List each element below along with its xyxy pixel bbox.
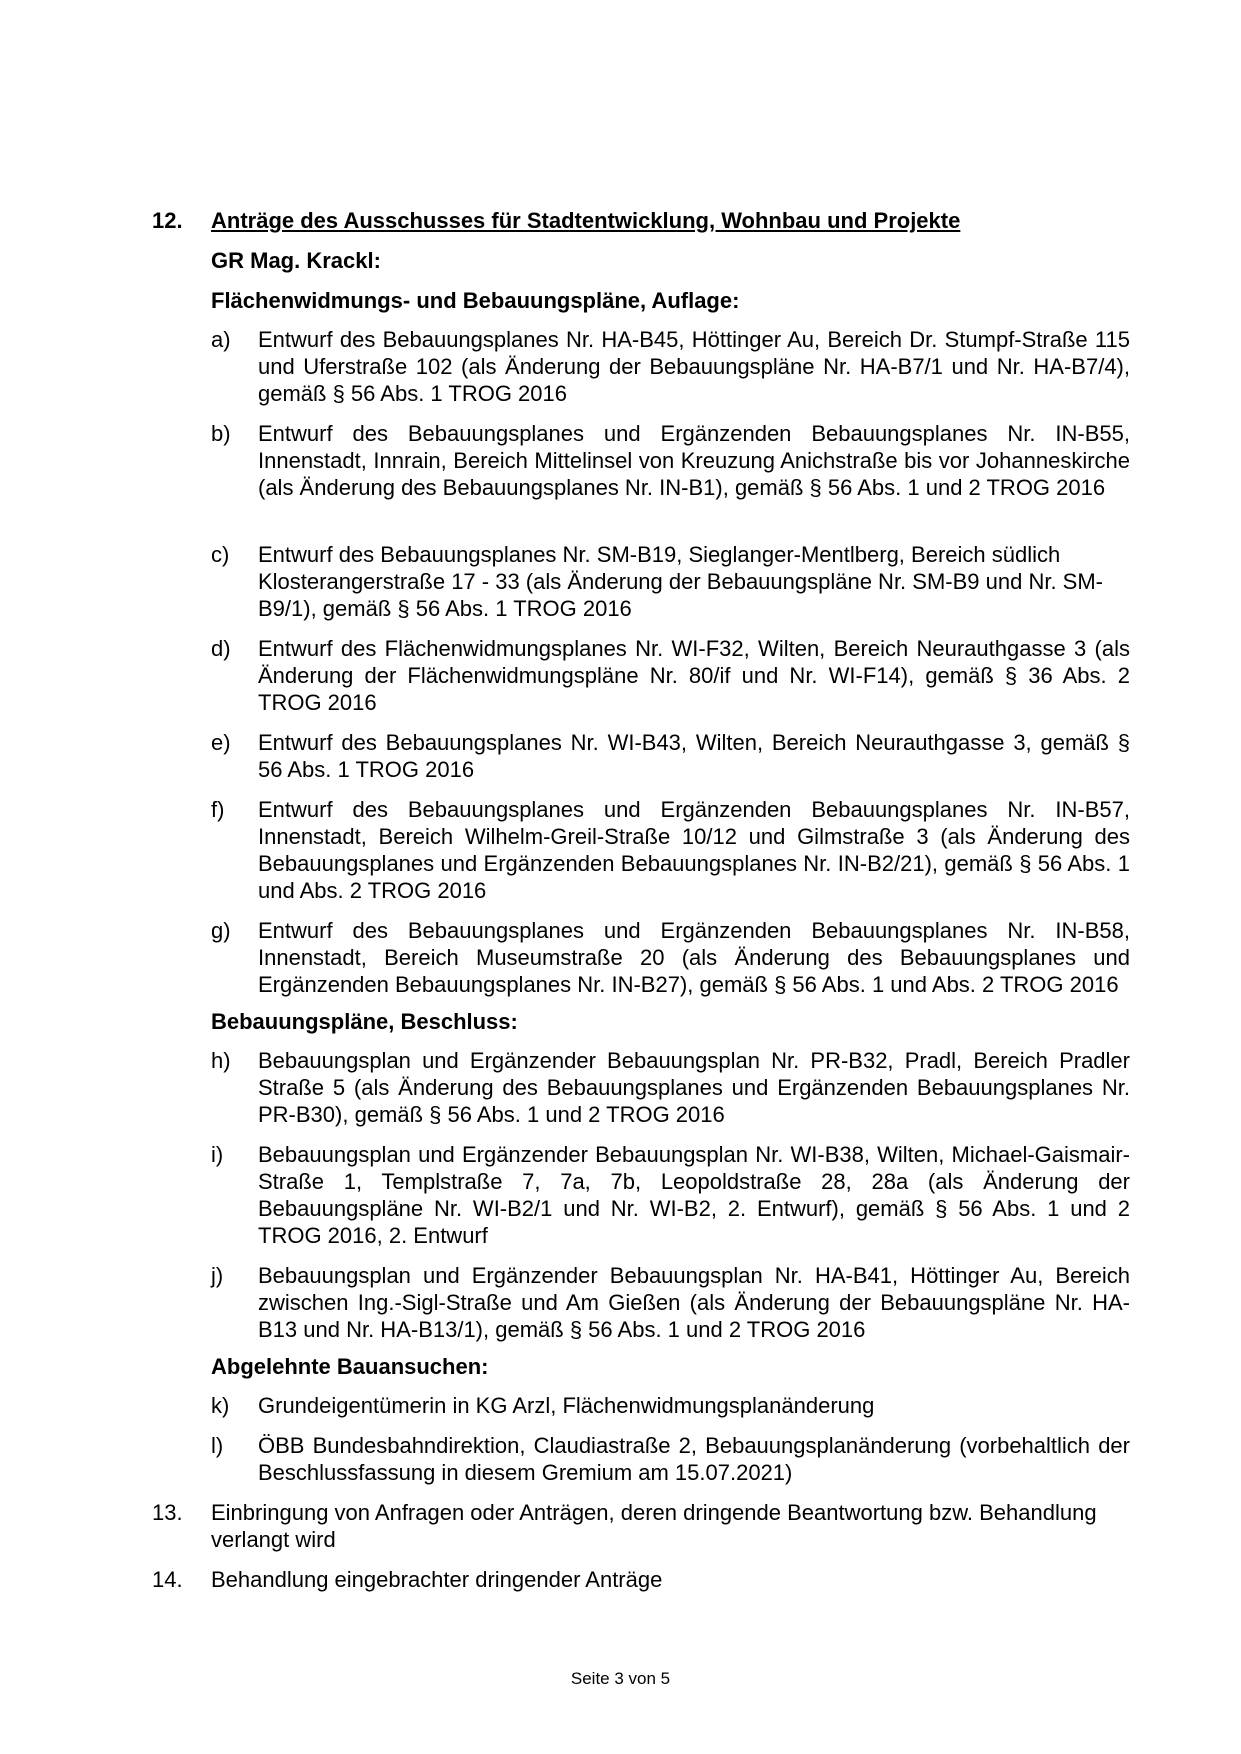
item-label: j) xyxy=(211,1263,224,1288)
item-text: Entwurf des Bebauungsplanes Nr. HA-B45, Höttinger Au, Bereich Dr. Stumpf-Straße 115 und Uferstraße 102 (als Änderung der Bebauungspläne Nr. HA-B7/1 und Nr. HA-B7/4), gemäß § 56 Abs. 1 TROG 2016 xyxy=(258,327,1130,406)
group3-heading: Abgelehnte Bauansuchen: xyxy=(211,1354,489,1379)
item-text: Entwurf des Flächenwidmungsplanes Nr. WI-F32, Wilten, Bereich Neurauthgasse 3 (als Änderung der Flächenwidmungspläne Nr. 80/if und Nr. WI-F14), gemäß § 36 Abs. 2 TROG 2016 xyxy=(258,636,1130,715)
item-text: Bebauungsplan und Ergänzender Bebauungsplan Nr. HA-B41, Höttinger Au, Bereich zwischen Ing.-Sigl-Straße und Am Gießen (als Änderung der Bebauungspläne Nr. HA-B13 und Nr. HA-B13/1), gemäß § 56 Abs. 1 und 2 TROG 2016 xyxy=(258,1263,1130,1342)
section-14-number: 14. xyxy=(152,1567,183,1592)
item-text: Entwurf des Bebauungsplanes und Ergänzenden Bebauungsplanes Nr. IN-B55, Innenstadt, Innrain, Bereich Mittelinsel von Kreuzung Anichstraße bis vor Johanneskirche (als Änderung des Bebauungsplanes Nr. IN-B1), gemäß § 56 Abs. 1 und 2 TROG 2016 xyxy=(258,421,1130,500)
group1-heading: Flächenwidmungs- und Bebauungspläne, Auflage: xyxy=(211,288,740,313)
item-label: h) xyxy=(211,1048,231,1073)
item-label: k) xyxy=(211,1393,230,1418)
item-text: Bebauungsplan und Ergänzender Bebauungsplan Nr. WI-B38, Wilten, Michael-Gaismair-Straße 1, Templstraße 7, 7a, 7b, Leopoldstraße 28, 28a (als Änderung der Bebauungspläne Nr. WI-B2/1 und Nr. WI-B2, 2. Entwurf), gemäß § 56 Abs. 1 und 2 TROG 2016, 2. Entwurf xyxy=(258,1142,1130,1248)
item-label: a) xyxy=(211,327,231,352)
item-label: b) xyxy=(211,421,231,446)
section-13-number: 13. xyxy=(152,1500,183,1525)
item-text: Entwurf des Bebauungsplanes und Ergänzenden Bebauungsplanes Nr. IN-B57, Innenstadt, Bereich Wilhelm-Greil-Straße 10/12 und Gilmstraße 3 (als Änderung des Bebauungsplanes und Ergänzenden Bebauungsplanes Nr. IN-B2/21), gemäß § 56 Abs. 1 und Abs. 2 TROG 2016 xyxy=(258,797,1130,903)
speaker: GR Mag. Krackl: xyxy=(211,248,381,273)
item-text: Bebauungsplan und Ergänzender Bebauungsplan Nr. PR-B32, Pradl, Bereich Pradler Straße 5 (als Änderung des Bebauungsplanes und Ergänzenden Bebauungsplanes Nr. PR-B30), gemäß § 56 Abs. 1 und 2 TROG 2016 xyxy=(258,1048,1130,1127)
group2-heading: Bebauungspläne, Beschluss: xyxy=(211,1009,518,1034)
item-label: i) xyxy=(211,1142,224,1167)
item-label: f) xyxy=(211,797,225,822)
item-text: Grundeigentümerin in KG Arzl, Flächenwidmungsplanänderung xyxy=(258,1393,875,1418)
section-13-text: Einbringung von Anfragen oder Anträgen, deren dringende Beantwortung bzw. Behandlung verlangt wird xyxy=(211,1500,1097,1552)
item-label: d) xyxy=(211,636,231,661)
item-label: l) xyxy=(211,1433,224,1458)
section-12-number: 12. xyxy=(152,208,183,233)
item-label: e) xyxy=(211,730,231,755)
section-14-text: Behandlung eingebrachter dringender Anträge xyxy=(211,1567,663,1592)
page-number: Seite 3 von 5 xyxy=(570,1669,671,1688)
item-text: Entwurf des Bebauungsplanes Nr. SM-B19, Sieglanger-Mentlberg, Bereich südlich Klosterangerstraße 17 - 33 (als Änderung der Bebauungspläne Nr. SM-B9 und Nr. SM-B9/1), gemäß § 56 Abs. 1 TROG 2016 xyxy=(258,542,1104,621)
item-label: g) xyxy=(211,918,231,943)
item-text: Entwurf des Bebauungsplanes Nr. WI-B43, Wilten, Bereich Neurauthgasse 3, gemäß § 56 Abs. 1 TROG 2016 xyxy=(258,730,1130,782)
item-label: c) xyxy=(211,542,230,567)
item-text: ÖBB Bundesbahndirektion, Claudiastraße 2, Bebauungsplanänderung (vorbehaltlich der Beschlussfassung in diesem Gremium am 15.07.2021) xyxy=(258,1433,1130,1485)
item-text: Entwurf des Bebauungsplanes und Ergänzenden Bebauungsplanes Nr. IN-B58, Innenstadt, Bereich Museumstraße 20 (als Änderung des Bebauungsplanes und Ergänzenden Bebauungsplanes Nr. IN-B27), gemäß § 56 Abs. 1 und Abs. 2 TROG 2016 xyxy=(258,918,1130,997)
section-12-title: Anträge des Ausschusses für Stadtentwicklung, Wohnbau und Projekte xyxy=(211,208,961,233)
